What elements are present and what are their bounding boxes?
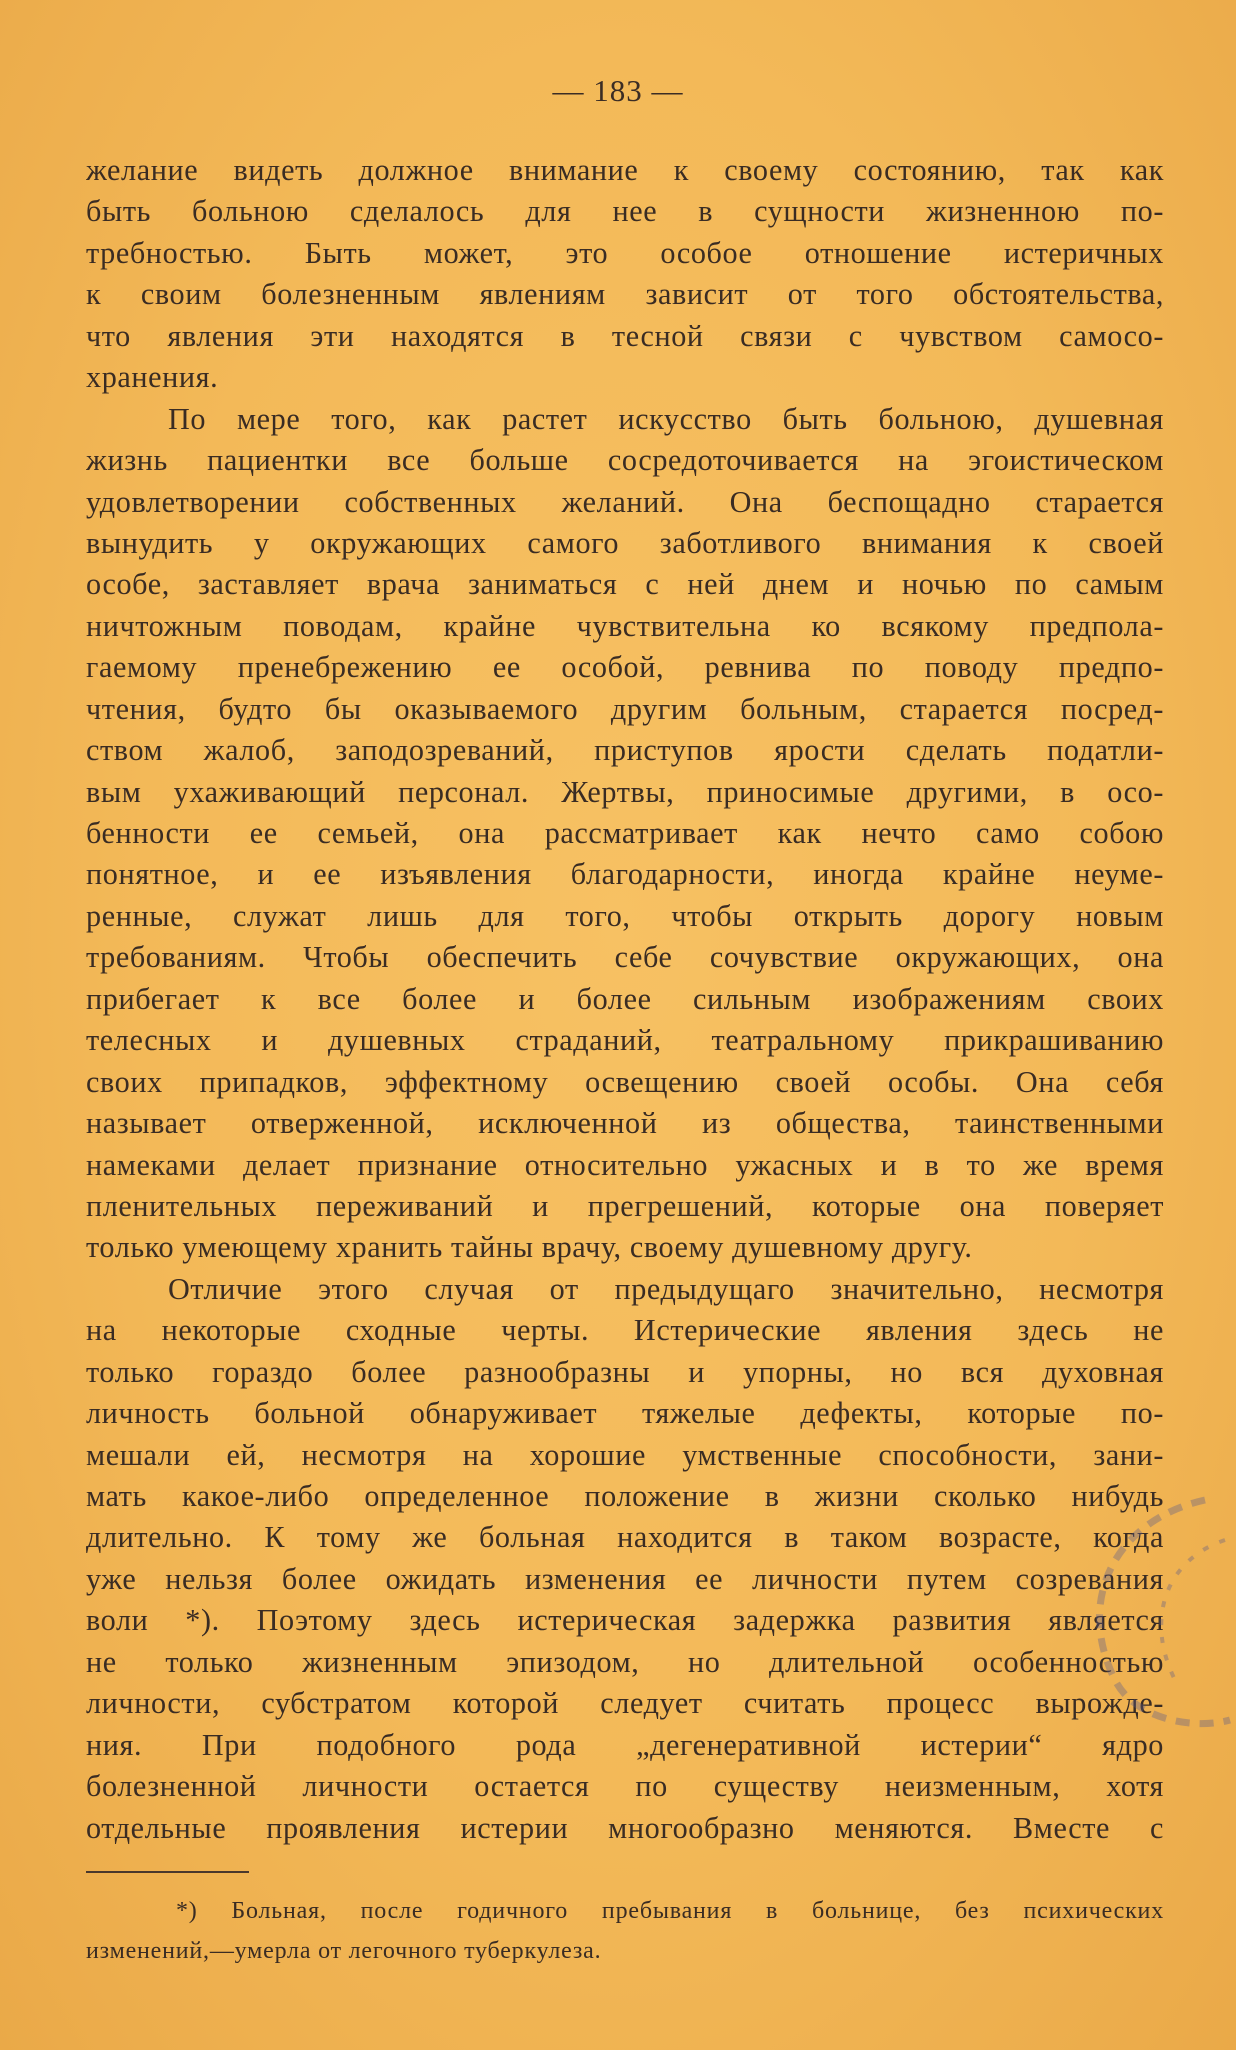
text-line: уже нельзя более ожидать изменения ее личности путем созревания xyxy=(86,1561,1164,1596)
paragraph-start: Отличие этого случая от предыдущаго значительно, несмотря xyxy=(168,1271,1164,1306)
text-line: ренные, служат лишь для того, чтобы открыть дорогу новым xyxy=(86,898,1164,933)
text-line: чтения, будто бы оказываемого другим больным, старается посред- xyxy=(86,691,1164,726)
main-text xyxy=(86,150,1164,1849)
text-line: понятное, и ее изъявления благодарности, иногда крайне неуме- xyxy=(86,857,1164,892)
text-line: только гораздо более разнообразны и упорны, но вся духовная xyxy=(86,1354,1164,1389)
text-line: личности, субстратом которой следует считать процесс вырожде- xyxy=(86,1686,1164,1721)
text-line: особе, заставляет врача заниматься с ней днем и ночью по самым xyxy=(86,567,1164,602)
text-line: что явления эти находятся в тесной связи с чувством самосо- xyxy=(86,318,1164,353)
text-line: телесных и душевных страданий, театральному прикрашиванию xyxy=(86,1023,1164,1058)
text-line: воли *). Поэтому здесь истерическая задержка развития является xyxy=(86,1603,1164,1638)
text-line: к своим болезненным явлениям зависит от того обстоятельства, xyxy=(86,277,1164,312)
text-line: хранения. xyxy=(86,360,219,395)
text-line: быть больною сделалось для нее в сущности жизненною по- xyxy=(86,194,1164,229)
text-line: на некоторые сходные черты. Истерические явления здесь не xyxy=(86,1313,1164,1348)
library-stamp-mark xyxy=(1055,1480,1235,1740)
text-line: длительно. К тому же больная находится в таком возрасте, когда xyxy=(86,1520,1164,1555)
text-line: требностью. Быть может, это особое отношение истеричных xyxy=(86,235,1164,270)
text-line: требованиям. Чтобы обеспечить себе сочувствие окружающих, она xyxy=(86,940,1164,975)
footnote-line: изменений,—умерла от легочного туберкулеза. xyxy=(86,1938,602,1964)
text-line: удовлетворении собственных желаний. Она беспощадно старается xyxy=(86,484,1164,519)
text-line: вынудить у окружающих самого заботливого внимания к своей xyxy=(86,525,1164,560)
paragraph-start: По мере того, как растет искусство быть больною, душевная xyxy=(168,401,1164,436)
text-line: отдельные проявления истерии многообразно меняются. Вместе с xyxy=(86,1810,1164,1845)
text-line: прибегает к все более и более сильным изображениям своих xyxy=(86,981,1164,1016)
text-line: гаемому пренебрежению ее особой, ревнива по поводу предпо- xyxy=(86,650,1164,685)
text-line: мешали ей, несмотря на хорошие умственные способности, зани- xyxy=(86,1437,1164,1472)
text-line: не только жизненным эпизодом, но длительной особенностью xyxy=(86,1644,1164,1679)
text-line: мать какое-либо определенное положение в жизни сколько нибудь xyxy=(86,1479,1164,1513)
text-line: бенности ее семьей, она рассматривает как нечто само собою xyxy=(86,816,1164,850)
text-line: только умеющему хранить тайны врачу, своему душевному другу. xyxy=(86,1230,973,1265)
text-line: личность больной обнаруживает тяжелые дефекты, которые по- xyxy=(86,1396,1164,1431)
text-line: называет отверженной, исключенной из общества, таинственными xyxy=(86,1106,1164,1141)
text-line: жизнь пациентки все больше сосредоточивается на эгоистическом xyxy=(86,443,1164,478)
page-number: — 183 — xyxy=(552,73,684,108)
text-line: пленительных переживаний и прегрешений, которые она поверяет xyxy=(86,1188,1164,1223)
footnote-line: *) Больная, после годичного пребывания в больнице, без психических xyxy=(176,1898,1164,1924)
footnote xyxy=(86,1891,1164,1971)
text-line: болезненной личности остается по существу неизменным, хотя xyxy=(86,1769,1164,1804)
text-line: вым ухаживающий персонал. Жертвы, приносимые другими, в осо- xyxy=(86,774,1164,809)
text-line: желание видеть должное внимание к своему состоянию, так как xyxy=(86,153,1164,187)
text-line: своих припадков, эффектному освещению своей особы. Она себя xyxy=(86,1064,1164,1099)
text-line: ния. При подобного рода „дегенеративной истерии“ ядро xyxy=(86,1727,1164,1762)
text-line: ничтожным поводам, крайне чувствительна ко всякому предпола- xyxy=(86,608,1164,643)
text-line: намеками делает признание относительно ужасных и в то же время xyxy=(86,1147,1164,1182)
footnote-divider xyxy=(86,1871,249,1873)
text-line: ством жалоб, заподозреваний, приступов ярости сделать податли- xyxy=(86,733,1164,768)
